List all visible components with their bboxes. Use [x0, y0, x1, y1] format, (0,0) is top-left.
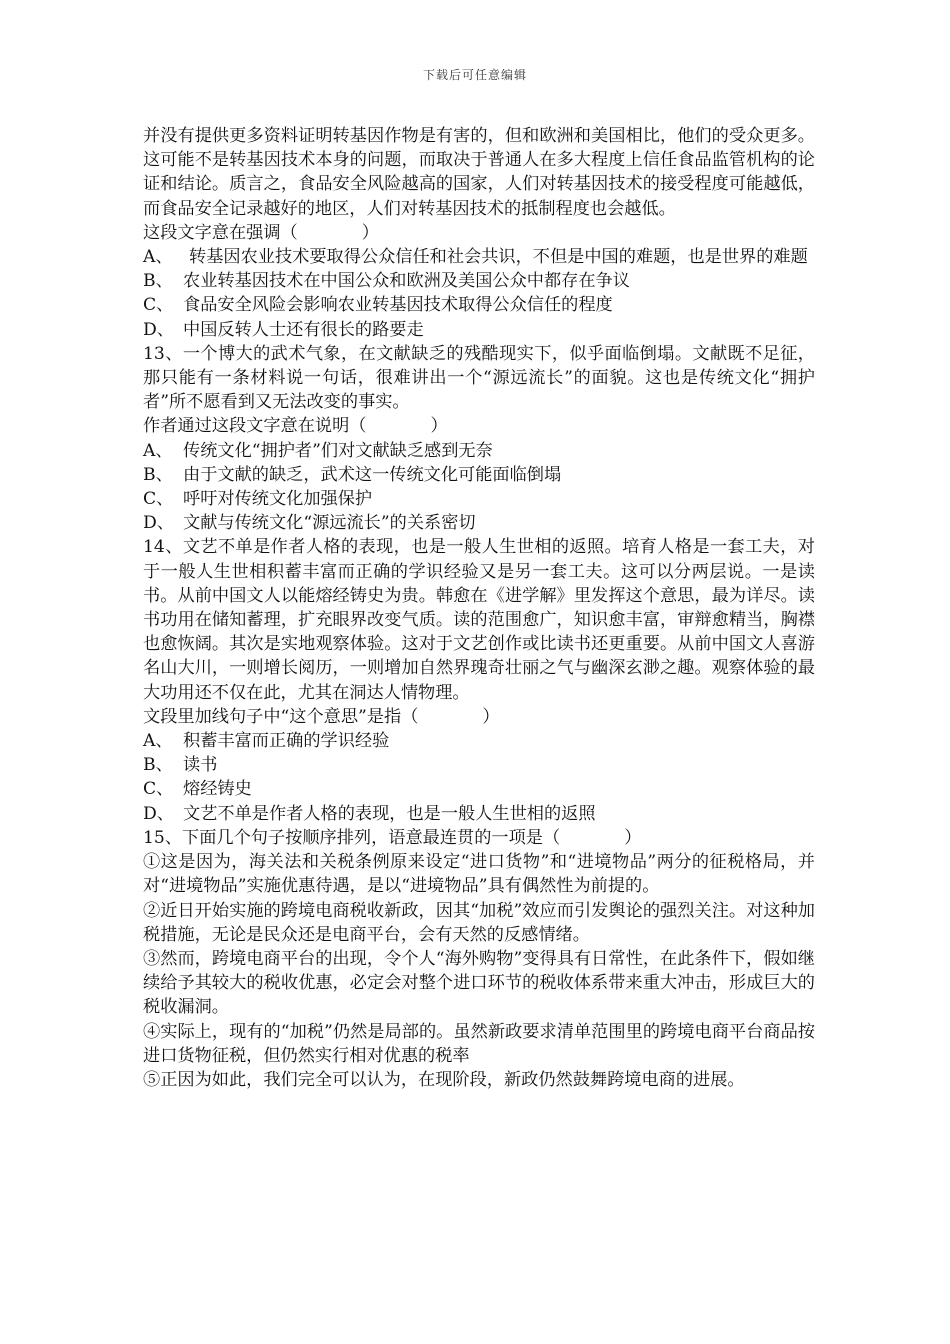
q13-option-c [143, 487, 815, 511]
q14-stem-close: ） [482, 706, 500, 727]
option-label: D、 [143, 513, 174, 534]
q14-option-b [143, 753, 815, 777]
option-text: 中国反转人士还有很长的路要走 [183, 319, 424, 340]
q15-stem-close: ） [624, 827, 642, 848]
q15-sentence-2: ②近日开始实施的跨境电商税收新政，因其“加税”效应而引发舆论的强烈关注。对这种加税措施，无论是民众还是电商平台，会有天然的反感情绪。 [143, 900, 815, 945]
option-label: B、 [143, 464, 173, 485]
q12-stem [143, 221, 815, 245]
q14-option-c [143, 777, 815, 801]
option-text: 农业转基因技术在中国公众和欧洲及美国公众中都存在争议 [183, 271, 630, 292]
q13-passage: 13、一个博大的武术气象，在文献缺乏的残酷现实下，似乎面临倒塌。文献既不足征，那只能有一条材料说一句话，很难讲出一个“源远流长”的面貌。这也是传统文化“拥护者”所不愿看到又无法改变的事实。 [143, 343, 815, 413]
option-text: 由于文献的缺乏，武术这一传统文化可能面临倒塌 [183, 464, 562, 485]
option-text: 转基因农业技术要取得公众信任和社会共识，不但是中国的难题，也是世界的难题 [189, 247, 808, 268]
q15-sentence-3: ③然而，跨境电商平台的出现，令个人“海外购物”变得具有日常性，在此条件下，假如继续给予其较大的税收优惠，必定会对整个进口环节的税收体系带来重大冲击，形成巨大的税收漏洞。 [143, 948, 815, 1018]
option-text: 食品安全风险会影响农业转基因技术取得公众信任的程度 [183, 295, 613, 316]
option-label: D、 [143, 319, 174, 340]
q14-option-d [143, 802, 815, 826]
option-text: 呼吁对传统文化加强保护 [183, 489, 373, 510]
q15-stem-text: 15、下面几个句子按顺序排列，语意最连贯的一项是（ [143, 827, 561, 848]
option-text: 读书 [183, 755, 218, 776]
q14-stem [143, 705, 815, 729]
q12-stem-close: ） [361, 222, 379, 243]
option-label: B、 [143, 271, 173, 292]
q15-sentence-5: ⑤正因为如此，我们完全可以认为，在现阶段，新政仍然鼓舞跨境电商的进展。 [143, 1069, 745, 1090]
option-text: 积蓄丰富而正确的学识经验 [183, 731, 390, 752]
q14-stem-text: 文段里加线句子中“这个意思”是指（ [143, 706, 419, 727]
option-text: 传统文化“拥护者”们对文献缺乏感到无奈 [183, 440, 493, 461]
option-label: C、 [143, 295, 174, 316]
option-label: C、 [143, 489, 174, 510]
q12-option-b [143, 269, 815, 293]
q13-stem [143, 414, 815, 438]
q12-option-a [143, 245, 815, 269]
option-label: A、 [143, 440, 173, 461]
option-text: 文艺不单是作者人格的表现，也是一般人生世相的返照 [183, 803, 596, 824]
q15-sentence-1: ①这是因为，海关法和关税条例原来设定“进口货物”和“进境物品”两分的征税格局，并对“进境物品”实施优惠待遇，是以“进境物品”具有偶然性为前提的。 [143, 852, 815, 897]
q13-option-d [143, 511, 815, 535]
option-label: C、 [143, 779, 174, 800]
option-text: 文献与传统文化“源远流长”的关系密切 [183, 513, 476, 534]
option-label: A、 [143, 731, 173, 752]
q15-sentence-4: ④实际上，现有的“加税”仍然是局部的。虽然新政要求清单范围里的跨境电商平台商品按进口货物征税，但仍然实行相对优惠的税率 [143, 1021, 815, 1066]
q12-stem-text: 这段文字意在强调（ [143, 222, 298, 243]
q13-option-b [143, 463, 815, 487]
q13-stem-close: ） [430, 416, 448, 437]
option-label: A、 [143, 247, 173, 268]
page-header: 下载后可任意编辑 [422, 68, 527, 82]
q13-stem-text: 作者通过这段文字意在说明（ [143, 416, 367, 437]
option-label: B、 [143, 755, 173, 776]
q14-option-a [143, 729, 815, 753]
q15-stem [143, 826, 815, 850]
option-text: 熔经铸史 [183, 779, 252, 800]
q14-passage: 14、文艺不单是作者人格的表现，也是一般人生世相的返照。培育人格是一套工夫，对于一般人生世相积蓄丰富而正确的学识经验又是另一套工夫。这可以分两层说。一是读书。从前中国文人以能熔经铸史为贵。韩愈在《进学解》里发挥这个意思，最为详尽。读书功用在储知蓄理，扩充眼界改变气质。读的范围愈广，知识愈丰富，审辩愈精当，胸襟也愈恢阔。其次是实地观察体验。这对于文艺创作或比读书还更重要。从前中国文人喜游名山大川，一则增长阅历，一则增加自然界瑰奇壮丽之气与幽深玄渺之趣。观察体验的最大功用还不仅在此，尤其在洞达人情物理。 [143, 537, 815, 703]
q13-option-a [143, 439, 815, 463]
q12-option-d [143, 318, 815, 342]
option-label: D、 [143, 803, 174, 824]
q12-option-c [143, 293, 815, 317]
document-body [143, 124, 815, 1092]
q12-passage: 并没有提供更多资料证明转基因作物是有害的，但和欧洲和美国相比，他们的受众更多。这可能不是转基因技术本身的问题，而取决于普通人在多大程度上信任食品监管机构的论证和结论。质言之，食品安全风险越高的国家，人们对转基因技术的接受程度可能越低，而食品安全记录越好的地区，人们对转基因技术的抵制程度也会越低。 [143, 126, 815, 219]
